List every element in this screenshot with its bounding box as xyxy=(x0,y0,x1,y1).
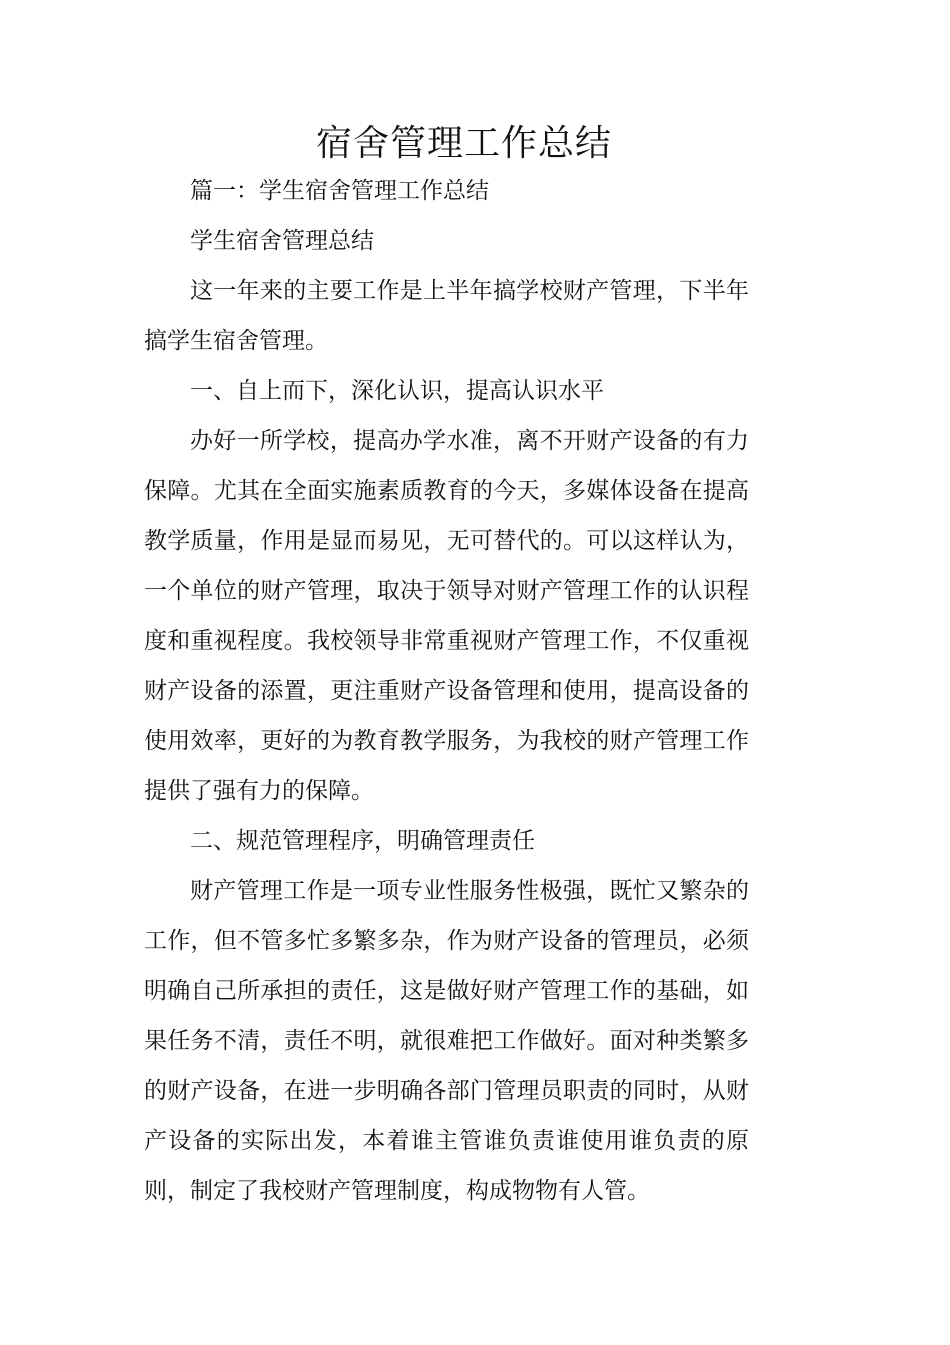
section-heading-one: 一、自上而下，深化认识，提高认识水平 xyxy=(190,378,604,404)
paragraph-section-one: 办好一所学校，提高办学水准，离不开财产设备的有力保障。尤其在全面实施素质教育的今天，多媒体设备在提高教学质量，作用是显而易见，无可替代的。可以这样认为，一个单位的财产管理，取决于领导对财产管理工作的认识程度和重视程度。我校领导非常重视财产管理工作，不仅重视财产设备的添置，更注重财产设备管理和使用，提高设备的使用效率，更好的为教育教学服务，为我校的财产管理工作提供了强有力的保障。 xyxy=(144,428,749,804)
document-body xyxy=(144,166,749,1216)
paragraph-section-two: 财产管理工作是一项专业性服务性极强，既忙又繁杂的工作，但不管多忙多繁多杂，作为财产设备的管理员，必须明确自己所承担的责任，这是做好财产管理工作的基础，如果任务不清，责任不明，就很难把工作做好。面对种类繁多的财产设备，在进一步明确各部门管理员职责的同时，从财产设备的实际出发，本着谁主管谁负责谁使用谁负责的原则，制定了我校财产管理制度，构成物物有人管。 xyxy=(144,878,749,1204)
document-title: 宿舍管理工作总结 xyxy=(315,123,612,164)
paragraph-subtitle: 学生宿舍管理总结 xyxy=(190,228,374,254)
section-heading-two: 二、规范管理程序，明确管理责任 xyxy=(190,828,535,854)
paragraph-heading-part-one: 篇一：学生宿舍管理工作总结 xyxy=(190,178,489,204)
paragraph-intro: 这一年来的主要工作是上半年搞学校财产管理，下半年搞学生宿舍管理。 xyxy=(144,278,749,354)
